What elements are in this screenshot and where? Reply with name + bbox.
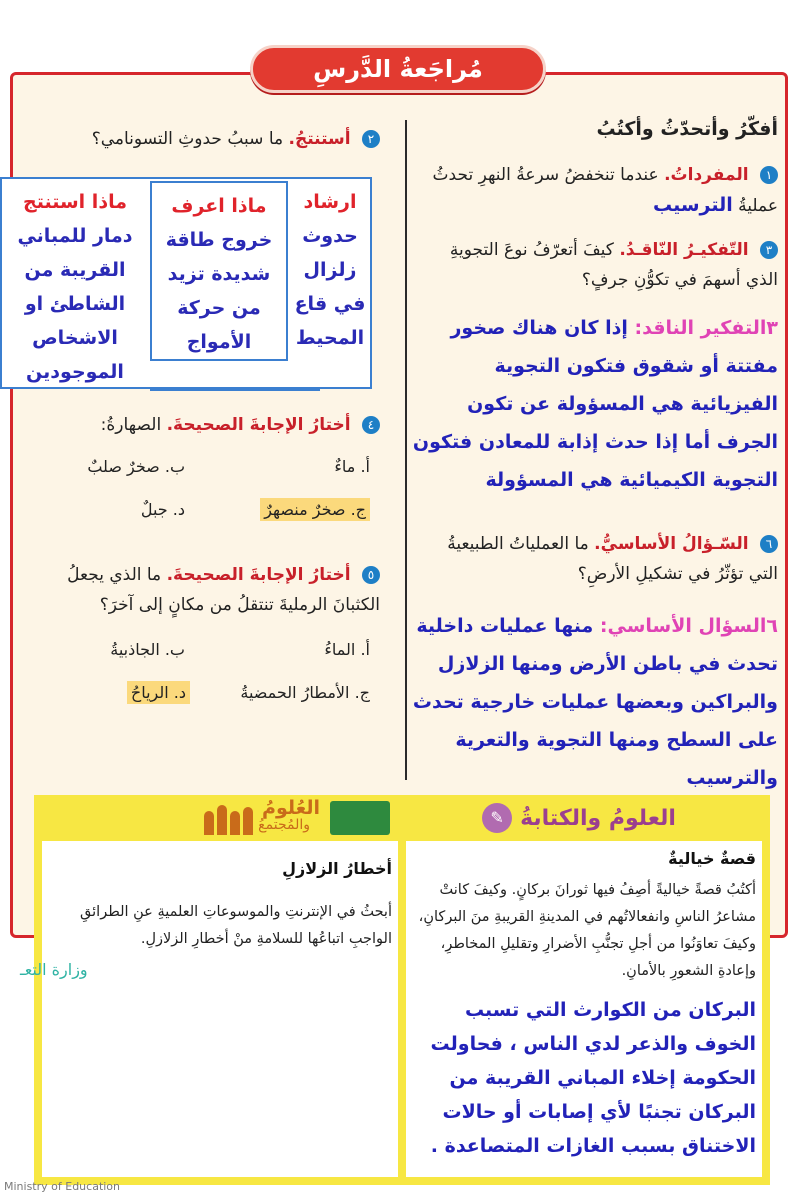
- option-c[interactable]: [260, 500, 370, 519]
- correct-option-highlight: د. الرياحُ: [127, 681, 190, 704]
- column-header: ارشاد: [303, 191, 357, 213]
- question-text: ما الذي يجعلُ: [67, 565, 162, 585]
- question-5: [15, 560, 380, 620]
- option-d[interactable]: د. جبلٌ: [140, 500, 185, 519]
- correct-option-highlight: ج. صخرٌ منصهرٌ: [260, 498, 370, 521]
- column-header: ماذا استنتج: [23, 191, 127, 213]
- column-body: حدوث زلزال في قاع المحيط: [294, 225, 366, 349]
- question-text: ما سببُ حدوثِ التسونامي؟: [91, 129, 284, 149]
- option-b[interactable]: ب. الجاذبيةُ: [110, 640, 185, 659]
- page-title: مُراجَعةُ الدَّرسِ: [250, 45, 546, 93]
- question-label: المفرداتُ.: [664, 165, 749, 185]
- science-society-box: [34, 795, 406, 1185]
- box-title: العُلومُ: [262, 797, 320, 819]
- box-prompt: أبحثُ في الإنترنتِ والموسوعاتِ العلميةِ عنِ الطرائقِ الواجبِ اتباعُها للسلامةِ منْ أخطارِ الزلازلِ.: [80, 904, 392, 947]
- answer-3: [408, 309, 778, 499]
- question-number-icon: ٤: [362, 416, 380, 434]
- science-writing-box: [388, 795, 770, 1185]
- question-text-2: التي تؤثّرُ في تشكيلِ الأرضِ؟: [577, 564, 778, 584]
- inference-table: [0, 177, 372, 389]
- column-body: خروج طاقة شديدة تزيد من حركة الأمواج: [165, 229, 273, 353]
- box-subtitle: قصةٌ خياليةٌ: [668, 849, 756, 868]
- answer-body: إذا كان هناك صخور مفتتة أو شقوق فتكون التجوية الفيزيائية هي المسؤولة عن تكون الجرف أما إذا حدث إذابة للمعادن فتكون التجوية الكيميائية هي المسؤولة: [412, 317, 778, 491]
- answer-6: [408, 607, 778, 797]
- question-2: [20, 124, 380, 154]
- box-subtitle: أخطارُ الزلازلِ: [282, 859, 392, 878]
- question-4: [20, 410, 380, 440]
- ministry-logo-text: وزارة التعـ: [20, 960, 88, 979]
- option-b[interactable]: ب. صخرٌ صلبٌ: [87, 457, 185, 476]
- box-answer: البركان من الكوارث التي تسبب الخوف والذعر لدي الناس ، فحاولت الحكومة إخلاء المباني القريبة من البركان تجنبًا لأي إصابات أو حالات الاختناق بسبب الغازات المتصاعدة .: [430, 999, 756, 1157]
- question-label: أختارُ الإجابةَ الصحيحةَ.: [166, 415, 351, 435]
- flag-icon: [330, 801, 390, 835]
- question-3: [408, 235, 778, 295]
- question-6: [408, 529, 778, 589]
- option-a[interactable]: أ. الماءُ: [324, 640, 370, 659]
- answer-label: ٣التفكير الناقد:: [634, 317, 778, 339]
- question-number-icon: ٥: [362, 566, 380, 584]
- question-label: السّـؤالُ الأساسيُّ.: [594, 534, 749, 554]
- ministry-logo-en: Ministry of Education: [4, 1180, 121, 1193]
- table-column-guide: [290, 179, 370, 387]
- box-title: العلومُ والكتابةُ: [520, 805, 676, 831]
- question-text: عندما تنخفضُ سرعةُ النهرِ تحدثُ: [432, 165, 659, 185]
- box-header: [34, 795, 406, 841]
- box-header: [388, 795, 770, 841]
- question-text: كيفَ أتعرّفُ نوعَ التجويةِ: [449, 240, 614, 260]
- option-c[interactable]: ج. الأمطارُ الحمضيةُ: [240, 683, 370, 702]
- question-number-icon: ١: [760, 166, 778, 184]
- column-divider: [405, 120, 407, 780]
- question-number-icon: ٦: [760, 535, 778, 553]
- question-text-2: الكثبانَ الرمليةَ تنتقلُ من مكانٍ إلى آخرَ؟: [99, 595, 380, 615]
- question-number-icon: ٢: [362, 130, 380, 148]
- question-text-2: عمليةُ: [738, 196, 778, 216]
- question-number-icon: ٣: [760, 241, 778, 259]
- table-column-infer: [2, 179, 148, 387]
- question-label: التّفكيـرُ النّاقـدُ.: [619, 240, 749, 260]
- answer-body: منها عمليات داخلية تحدث في باطن الأرض ومنها الزلازل والبراكين وبعضها عمليات خارجية تحدث على السطح ومنها التجوية والتعرية والترسيب: [412, 615, 778, 789]
- table-column-know: [150, 181, 288, 361]
- question-1: [408, 160, 778, 221]
- question-label: أستنتجُ.: [288, 129, 351, 149]
- question-label: أختارُ الإجابةَ الصحيحةَ.: [166, 565, 351, 585]
- option-d[interactable]: [127, 683, 190, 702]
- question-text-2: الذي أسهمَ في تكوُّنِ جرفٍ؟: [581, 270, 778, 290]
- box-title-2: والمُجتمعُ: [258, 817, 310, 833]
- question-text: ما العملياتُ الطبيعيةُ: [447, 534, 589, 554]
- question-text: الصهارةُ:: [100, 415, 162, 435]
- column-header: ماذا اعرف: [171, 195, 267, 217]
- column-body: دمار للمباني القريبة من الشاطئ او الاشخاص الموجودين: [17, 225, 133, 383]
- section-title: أفكّرُ وأتحدّثُ وأكتُبُ: [596, 118, 778, 140]
- people-icon: [204, 801, 254, 835]
- answer-label: ٦السؤال الأساسي:: [599, 615, 778, 637]
- right-column: [408, 118, 778, 797]
- box-prompt: أكتُبُ قصةً خياليةً أصِفُ فيها ثورانَ بركانٍ. وكيفَ كانتْ مشاعرُ الناسِ وانفعالاتُهم في المدينةِ القريبةِ منَ البركانِ، وكيفَ تعاوَنُوا من أجلِ تجنُّبِ الأضرارِ وتقليلِ المخاطرِ، وإعادةِ الشعورِ بالأمانِ.: [418, 882, 756, 979]
- pencil-icon: ✎: [482, 803, 512, 833]
- option-a[interactable]: أ. ماءٌ: [334, 457, 370, 476]
- answer-text: الترسيب: [652, 194, 733, 216]
